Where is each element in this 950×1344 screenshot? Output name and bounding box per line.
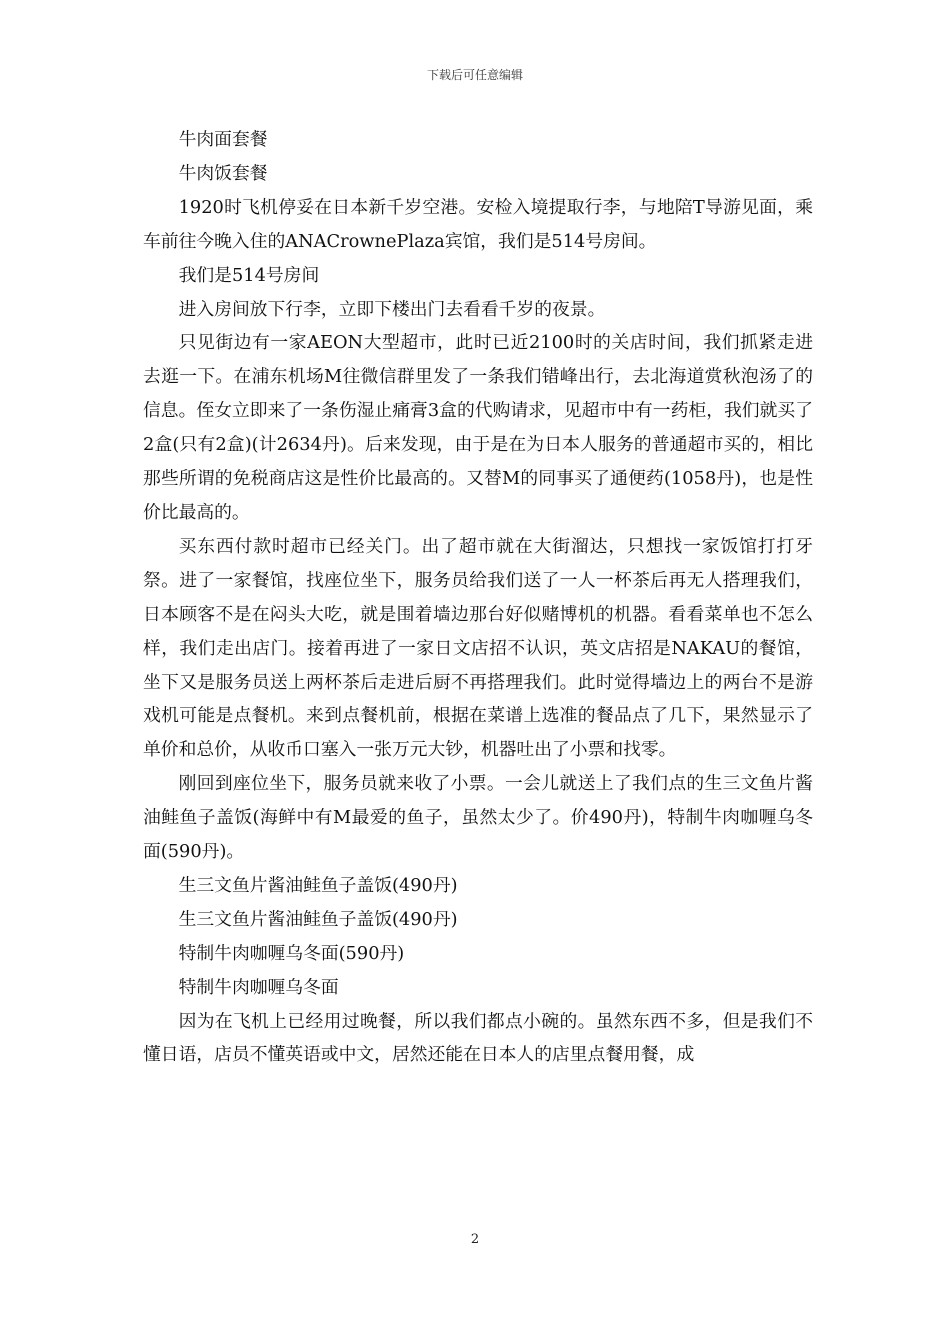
paragraph-arrival: 1920时飞机停妥在日本新千岁空港。安检入境提取行李，与地陪T导游见面，乘车前往今晚入住的ANACrownePlaza宾馆，我们是514号房间。 [143,196,813,252]
paragraph-night-view: 进入房间放下行李，立即下楼出门去看看千岁的夜景。 [178,298,606,320]
document-body [143,123,813,1072]
paragraph-curry-udon-price: 特制牛肉咖喱乌冬面(590丹) [178,942,405,964]
paragraph-beef-rice-set: 牛肉饭套餐 [178,162,268,184]
paragraph-restaurant: 买东西付款时超市已经关门。出了超市就在大街溜达，只想找一家饭馆打打牙祭。进了一家餐馆，找座位坐下，服务员给我们送了一人一杯茶后再无人搭理我们，日本顾客不是在闷头大吃，就是围着墙边那台好似赌博机的机器。看看菜单也不怎么样，我们走出店门。接着再进了一家日文店招不认识，英文店招是NAKAU的餐馆，坐下又是服务员送上两杯茶后走进后厨不再搭理我们。此时觉得墙边上的两台不是游戏机可能是点餐机。来到点餐机前，根据在菜谱上选准的餐品点了几下，果然显示了单价和总价，从收币口塞入一张万元大钞，机器吐出了小票和找零。 [143,535,813,761]
page-header: 下载后可任意编辑 [426,68,523,82]
paragraph-room-number: 我们是514号房间 [178,264,320,286]
paragraph-conclusion: 因为在飞机上已经用过晚餐，所以我们都点小碗的。虽然东西不多，但是我们不懂日语，店员不懂英语或中文，居然还能在日本人的店里点餐用餐，成 [143,1010,813,1066]
page-number: 2 [470,1232,480,1247]
paragraph-salmon-rice-2: 生三文鱼片酱油鲑鱼子盖饭(490丹) [178,908,458,930]
paragraph-salmon-rice-1: 生三文鱼片酱油鲑鱼子盖饭(490丹) [178,874,458,896]
paragraph-supermarket: 只见街边有一家AEON大型超市，此时已近2100时的关店时间，我们抓紧走进去逛一下。在浦东机场M往微信群里发了一条我们错峰出行，去北海道赏秋泡汤了的信息。侄女立即来了一条伤湿止痛膏3盒的代购请求，见超市中有一药柜，我们就买了2盒(只有2盒)(计2634丹)。后来发现，由于是在为日本人服务的普通超市买的，相比那些所谓的免税商店这是性价比最高的。又替M的同事买了通便药(1058丹)，也是性价比最高的。 [143,332,813,523]
paragraph-order-served: 刚回到座位坐下，服务员就来收了小票。一会儿就送上了我们点的生三文鱼片酱油鲑鱼子盖饭(海鲜中有M最爱的鱼子，虽然太少了。价490丹)，特制牛肉咖喱乌冬面(590丹)。 [143,773,813,863]
paragraph-curry-udon: 特制牛肉咖喱乌冬面 [178,976,339,998]
paragraph-beef-noodle-set: 牛肉面套餐 [178,129,268,150]
